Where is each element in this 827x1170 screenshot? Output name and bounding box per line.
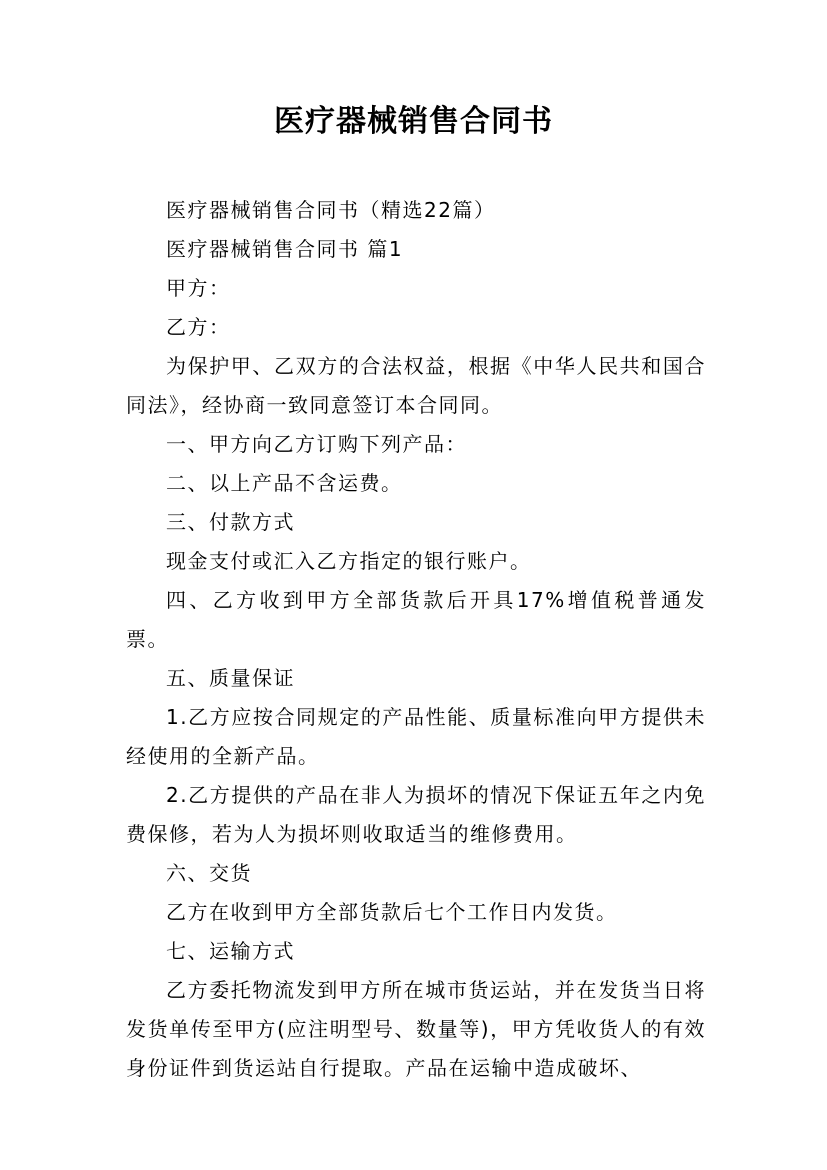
paragraph-clause-1: 一、甲方向乙方订购下列产品：: [166, 432, 467, 456]
paragraph-payment: 现金支付或汇入乙方指定的银行账户。: [166, 549, 532, 573]
paragraph-quality-2: 2.乙方提供的产品在非人为损坏的情况下保证五年之内免费保修，若为人为损坏则收取适当的维修费用。: [126, 783, 706, 846]
paragraph-clause-2: 二、以上产品不含运费。: [166, 471, 403, 495]
paragraph-section-heading: 医疗器械销售合同书 篇1: [166, 237, 404, 261]
paragraph-party-b: 乙方：: [166, 315, 231, 339]
document-title: 医疗器械销售合同书: [274, 104, 553, 139]
paragraph-clause-5: 五、质量保证: [166, 666, 295, 690]
paragraph-clause-6: 六、交货: [166, 861, 252, 885]
paragraph-transport: 乙方委托物流发到甲方所在城市货运站，并在发货当日将发货单传至甲方(应注明型号、数量等)，甲方凭收货人的有效身份证件到货运站自行提取。产品在运输中造成破坏、: [126, 978, 706, 1080]
paragraph-clause-3: 三、付款方式: [166, 510, 295, 534]
paragraph-quality-1: 1.乙方应按合同规定的产品性能、质量标准向甲方提供未经使用的全新产品。: [126, 705, 706, 768]
paragraph-subtitle: 医疗器械销售合同书（精选22篇）: [166, 198, 496, 222]
paragraph-clause-7: 七、运输方式: [166, 939, 295, 963]
document-body: [126, 191, 706, 1088]
paragraph-delivery: 乙方在收到甲方全部货款后七个工作日内发货。: [166, 900, 618, 924]
paragraph-party-a: 甲方：: [166, 276, 231, 300]
paragraph-preamble: 为保护甲、乙双方的合法权益，根据《中华人民共和国合同法》，经协商一致同意签订本合同同。: [126, 354, 706, 417]
paragraph-clause-4: 四、乙方收到甲方全部货款后开具17%增值税普通发票。: [126, 588, 706, 651]
